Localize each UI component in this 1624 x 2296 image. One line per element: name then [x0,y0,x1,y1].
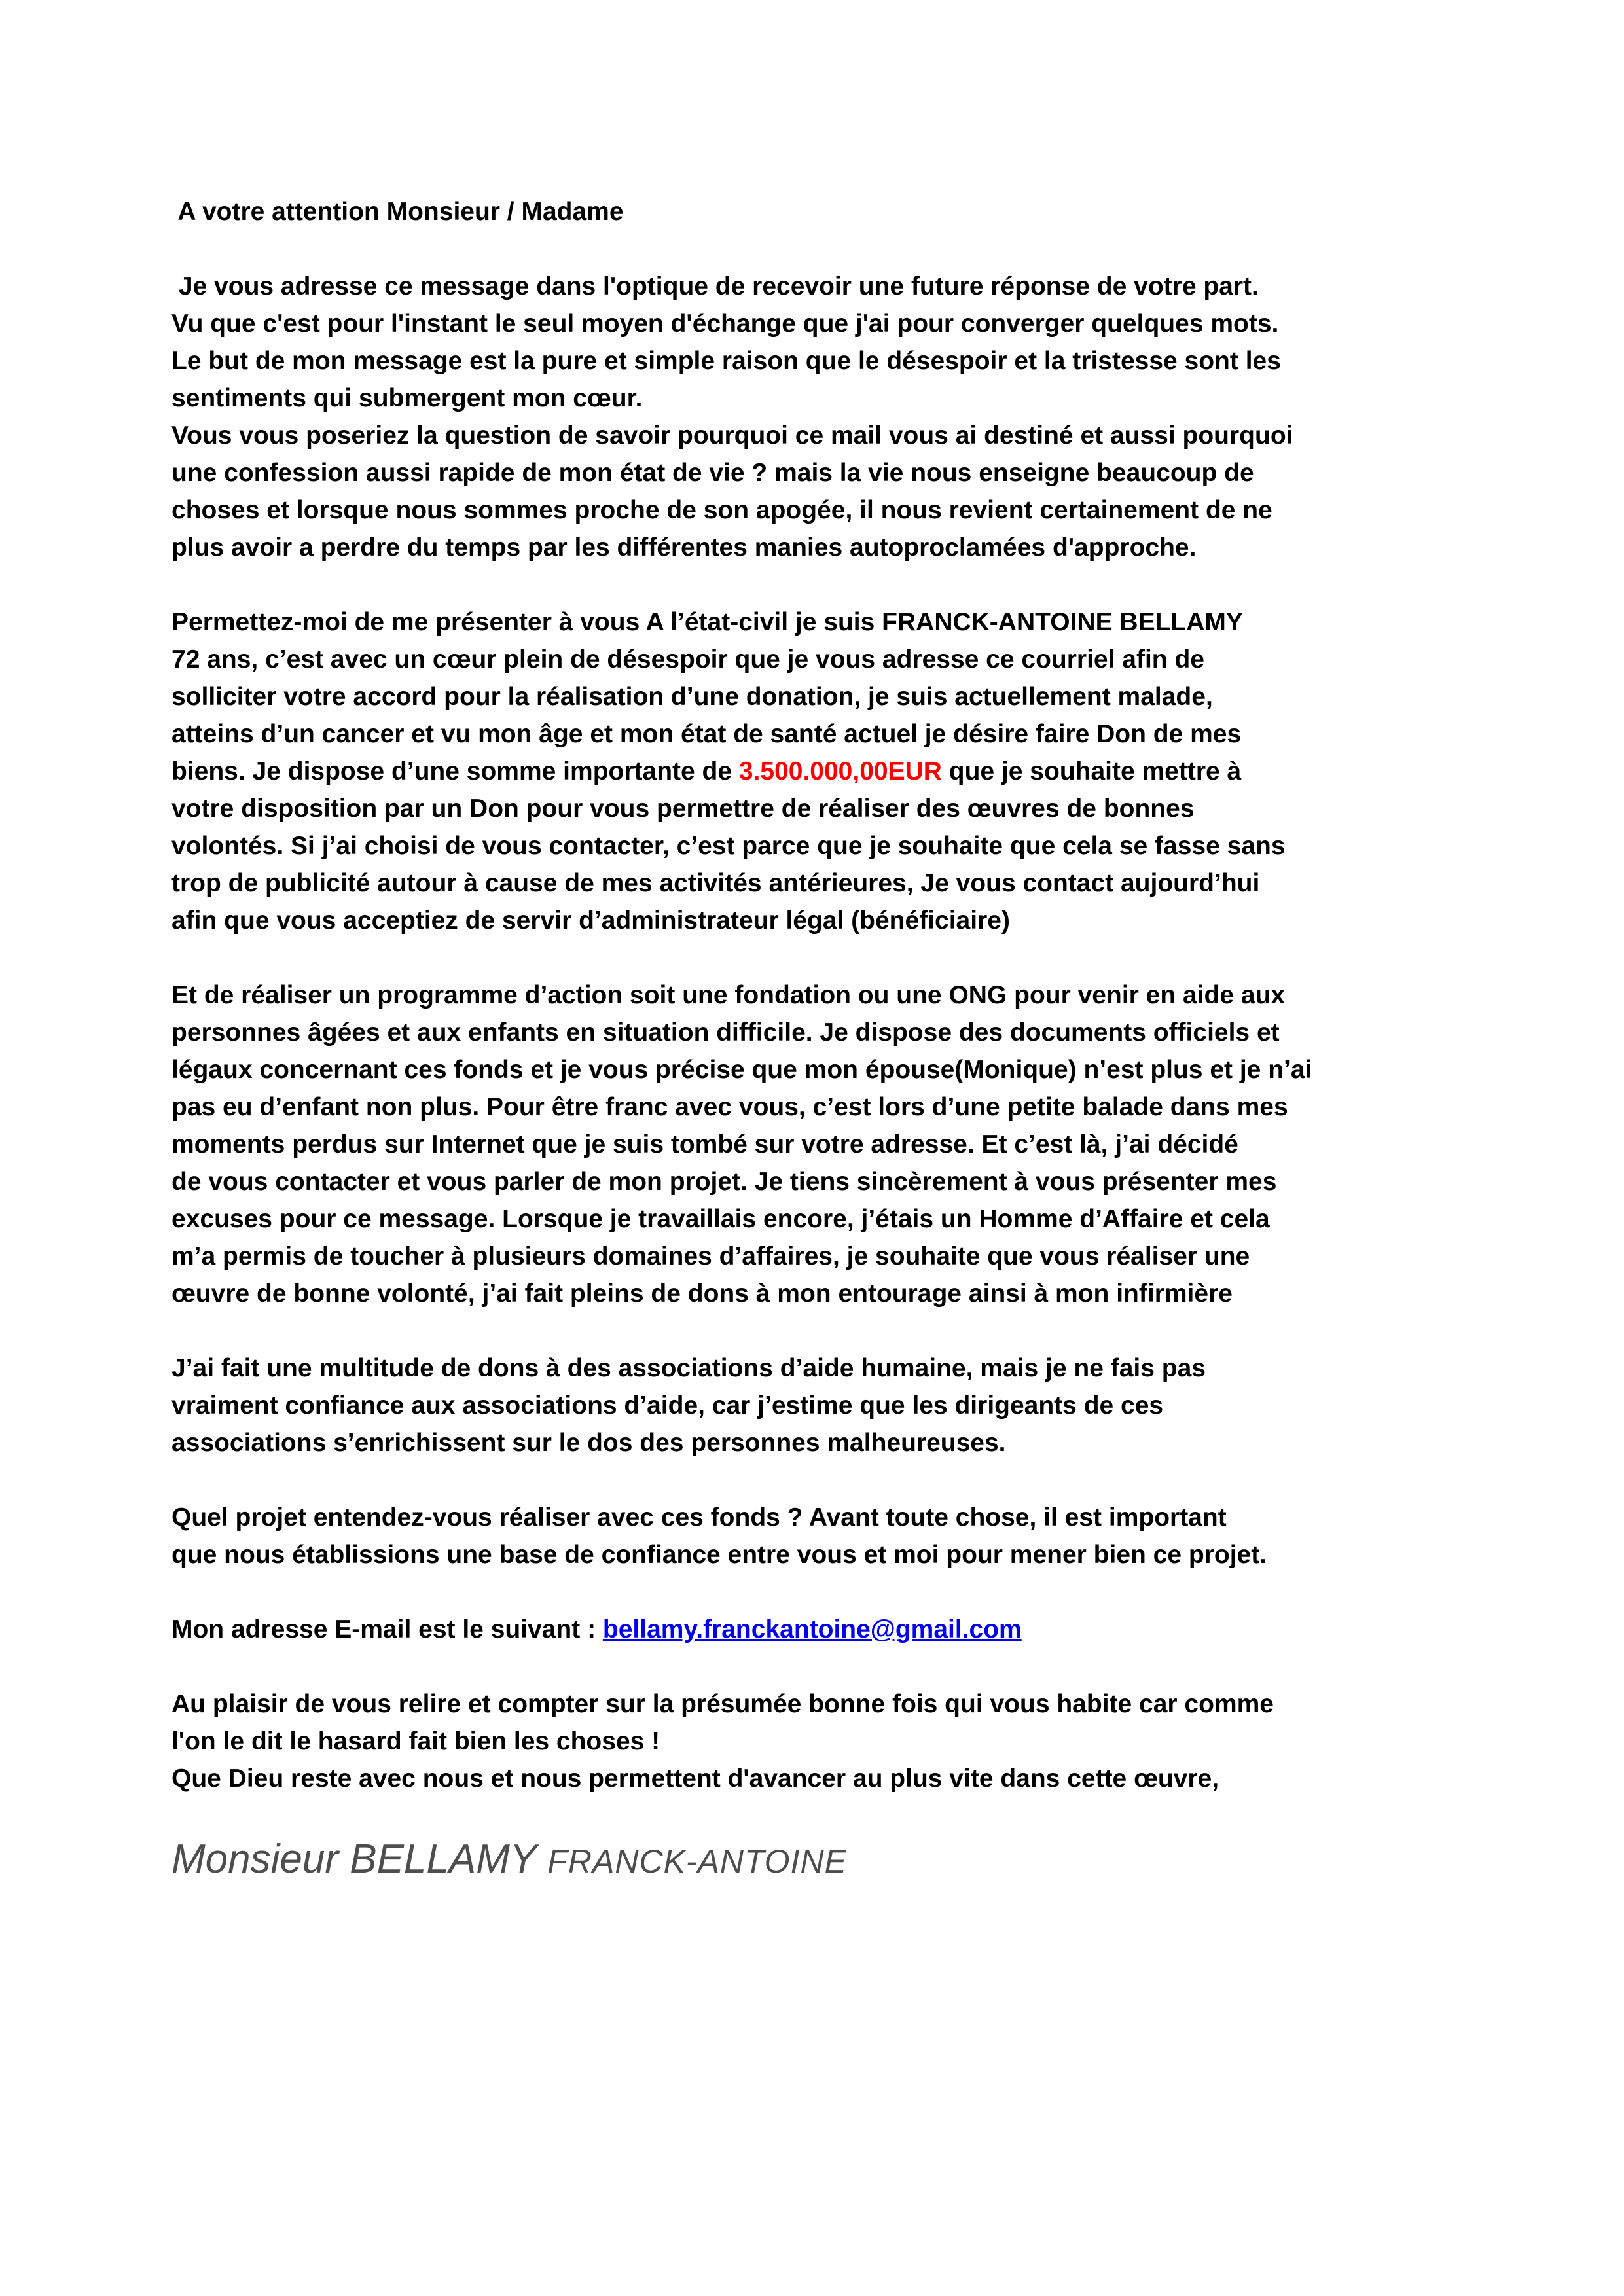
signature-surname: FRANCK-ANTOINE [547,1843,847,1880]
text-line: de vous contacter et vous parler de mon projet. Je tiens sincèrement à vous présenter mes [171,1168,1277,1196]
text-line: légaux concernant ces fonds et je vous précise que mon épouse(Monique) n’est plus et je n’ai [171,1056,1312,1084]
text-line: Et de réaliser un programme d’action soit une fondation ou une ONG pour venir en aide aux [171,981,1286,1009]
text-line: excuses pour ce message. Lorsque je travaillais encore, j’étais un Homme d’Affaire et cela [171,1205,1270,1233]
intro-paragraph [171,268,1460,566]
signature [171,1837,1460,1893]
project-paragraph [171,977,1460,1312]
text-line: œuvre de bonne volonté, j’ai fait pleins de dons à mon entourage ainsi à mon infirmière [171,1280,1233,1308]
donation-amount: 3.500.000,00EUR [738,757,942,785]
question-paragraph [171,1499,1460,1573]
amount-line [171,753,1460,790]
text-line: 72 ans, c’est avec un cœur plein de désespoir que je vous adresse ce courriel afin de [171,645,1204,673]
text-line: que nous établissions une base de confiance entre vous et moi pour mener bien ce projet. [171,1541,1267,1569]
text-line: Vous vous poseriez la question de savoir pourquoi ce mail vous ai destiné et aussi pourquoi [171,422,1293,450]
text-line: Permettez-moi de me présenter à vous A l’état-civil je suis FRANCK-ANTOINE BELLAMY [171,608,1243,636]
text-line: personnes âgées et aux enfants en situation difficile. Je dispose des documents officiels et [171,1018,1280,1047]
text-line: une confession aussi rapide de mon état de vie ? mais la vie nous enseigne beaucoup de [171,459,1254,487]
text-line: Au plaisir de vous relire et compter sur la présumée bonne fois qui vous habite car comme [171,1690,1274,1718]
amount-line-prefix: biens. Je dispose d’une somme importante de [171,757,739,785]
text-line: plus avoir a perdre du temps par les différentes manies autoproclamées d'approche. [171,533,1197,562]
text-line: J’ai fait une multitude de dons à des associations d’aide humaine, mais je ne fais pas [171,1354,1206,1382]
donations-paragraph [171,1350,1460,1462]
text-line: moments perdus sur Internet que je suis tombé sur votre adresse. Et c’est là, j’ai décidé [171,1130,1238,1158]
email-line [171,1611,1460,1648]
email-link[interactable]: bellamy.franckantoine@gmail.com [602,1615,1022,1643]
text-line: m’a permis de toucher à plusieurs domaines d’affaires, je souhaite que vous réaliser une [171,1242,1250,1270]
signature-name: Monsieur BELLAMY [171,1837,548,1882]
text-line: atteins d’un cancer et vu mon âge et mon état de santé actuel je désire faire Don de mes [171,720,1242,748]
text-line: choses et lorsque nous sommes proche de son apogée, il nous revient certainement de ne [171,496,1272,524]
text-line: l'on le dit le hasard fait bien les choses ! [171,1727,660,1755]
text-line: trop de publicité autour à cause de mes activités antérieures, Je vous contact aujourd’hui [171,869,1260,897]
text-line: vraiment confiance aux associations d’aide, car j’estime que les dirigeants de ces [171,1391,1164,1420]
text-line: sentiments qui submergent mon cœur. [171,384,643,412]
text-line: Le but de mon message est la pure et simple raison que le désespoir et la tristesse sont les [171,347,1281,375]
presentation-paragraph [171,603,1460,939]
text-line: Que Dieu reste avec nous et nous permettent d'avancer au plus vite dans cette œuvre, [171,1765,1219,1793]
email-line-prefix: Mon adresse E-mail est le suivant : [171,1615,603,1643]
text-line: afin que vous acceptiez de servir d’administrateur légal (bénéficiaire) [171,906,1010,935]
text-line: votre disposition par un Don pour vous permettre de réaliser des œuvres de bonnes [171,795,1195,823]
text-line: solliciter votre accord pour la réalisation d’une donation, je suis actuellement malade, [171,683,1213,711]
email-paragraph [171,1611,1460,1648]
text-line: associations s’enrichissent sur le dos des personnes malheureuses. [171,1429,1006,1457]
text-line: Je vous adresse ce message dans l'optique de recevoir une future réponse de votre part. [171,272,1259,300]
text-line: volontés. Si j’ai choisi de vous contacter, c’est parce que je souhaite que cela se fasse sans [171,832,1286,860]
closing-paragraph [171,1685,1460,1797]
text-line: Vu que c'est pour l'instant le seul moyen d'échange que j'ai pour converger quelques mots. [171,310,1279,338]
text-line: Quel projet entendez-vous réaliser avec ces fonds ? Avant toute chose, il est important [171,1503,1227,1532]
amount-line-suffix: que je souhaite mettre à [941,757,1242,785]
text-line: pas eu d’enfant non plus. Pour être franc avec vous, c’est lors d’une petite balade dans mes [171,1093,1288,1121]
letter-heading: A votre attention Monsieur / Madame [171,198,624,226]
